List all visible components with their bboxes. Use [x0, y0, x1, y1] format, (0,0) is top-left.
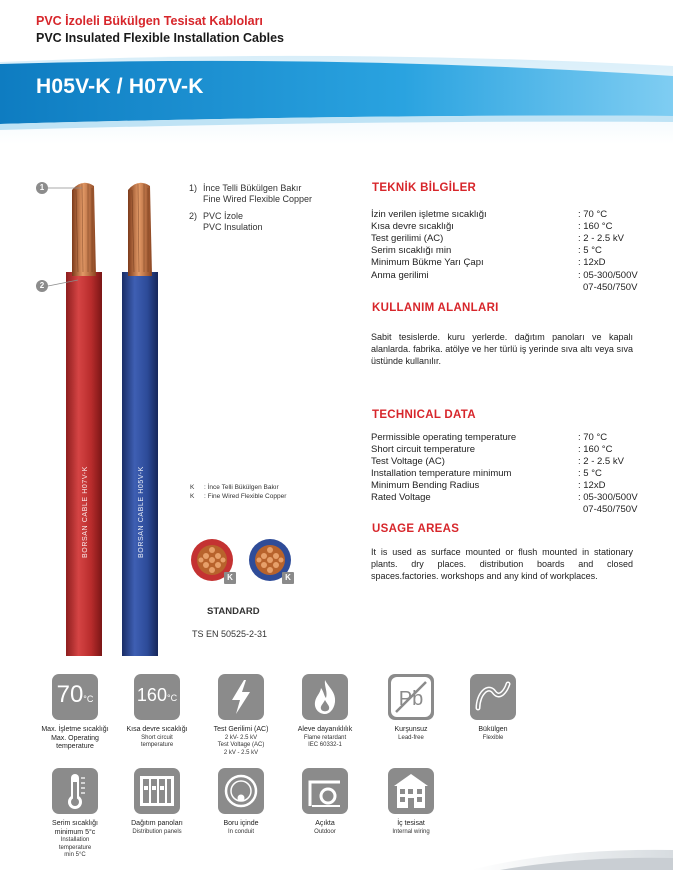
icon-sublabel: Distribution panels [132, 828, 182, 835]
spec-value: : 05-300/500V [578, 492, 638, 503]
flame-feature [297, 674, 353, 748]
k-key: K [190, 484, 195, 491]
k-text: : İnce Telli Bükülgen Bakır [204, 484, 279, 491]
icon-label: minimum 5°c [54, 828, 96, 836]
lead-free-feature [388, 674, 434, 741]
lead-free-icon [388, 674, 434, 720]
icon-label: Açıkta [315, 820, 335, 827]
spec-label: Anma gerilimi [371, 270, 429, 281]
building-icon [388, 768, 434, 814]
footer-swoosh [0, 820, 673, 870]
spec-value: : 12xD [578, 257, 606, 268]
thermometer-70-icon [52, 674, 98, 720]
spec-label: Minimum Bending Radius [371, 480, 480, 491]
spec-value: : 160 °C [578, 444, 613, 455]
legend-text: İnce Telli Bükülgen Bakır [203, 183, 302, 193]
icon-sublabel: temperature [140, 742, 174, 748]
spec-label: Test gerilimi (AC) [371, 233, 444, 244]
icon-sublabel: min 5°C [64, 852, 86, 858]
spec-label: Short circuit temperature [371, 444, 476, 455]
flame-icon [302, 674, 348, 720]
icon-label: Dağıtım panoları [131, 820, 183, 827]
internal-wiring-feature [388, 768, 434, 835]
icon-sublabel: Flame retardant [303, 734, 347, 741]
spec-value: : 05-300/500V [578, 270, 638, 281]
temp-70-feature [41, 674, 109, 750]
icon-sublabel: 2 kV - 2.5 kV [223, 749, 259, 756]
thermometer-icon [52, 768, 98, 814]
panels-feature [131, 768, 183, 835]
technical-title: TECHNICAL DATA [372, 409, 476, 421]
icon-label: temperature [56, 743, 94, 750]
header-title-en: PVC Insulated Flexible Installation Cables [36, 31, 284, 45]
spec-value: 07-450/750V [583, 282, 638, 293]
spec-value: 07-450/750V [583, 504, 638, 515]
usage-title: USAGE AREAS [372, 523, 460, 535]
spec-value: : 70 °C [578, 209, 608, 220]
spec-value: : 12xD [578, 480, 606, 491]
icon-sublabel: 2 kV- 2.5 kV [224, 734, 258, 741]
temp-70-unit: °C [83, 694, 94, 704]
icon-sublabel: Outdoor [314, 828, 336, 835]
icon-sublabel: Lead-free [398, 734, 424, 741]
spec-value: : 160 °C [578, 221, 613, 232]
icon-sublabel: temperature [58, 844, 92, 851]
callout-1: 1 [36, 182, 48, 194]
spec-label: Minimum Bükme Yarı Çapı [371, 257, 484, 268]
spec-label: Rated Voltage [371, 492, 431, 503]
red-cross-section [190, 538, 234, 582]
kullanim-text: Sabit tesislerde. kuru yerlerde. dağıtım panoları ve kapalı alanlarda. fabrika. atölye ve her türlü iş yerinde sıva altı veya sıva üstünde kullanılır. [371, 332, 633, 366]
icon-sublabel: Installation [60, 837, 90, 843]
lightning-bolt-icon [218, 674, 264, 720]
legend-num: 1) [189, 183, 198, 193]
icon-label: Bükülgen [478, 726, 508, 733]
temp-160-number: 160 [136, 685, 167, 705]
spec-label: Kısa devre sıcaklığı [371, 221, 454, 232]
spec-label: İzin verilen işletme sıcaklığı [371, 209, 487, 220]
icon-sublabel: Flexible [482, 734, 504, 741]
component-legend [189, 183, 312, 233]
icon-label: Boru içinde [223, 820, 259, 827]
usage-text: It is used as surface mounted or flush mounted in stationary plants. dry places. distribution boards and closed spaces.factories. workshops and any kind of workplaces. [371, 547, 633, 581]
test-voltage-feature [213, 674, 269, 756]
spec-label: Permissible operating temperature [371, 432, 517, 443]
spec-label: Installation temperature minimum [371, 468, 512, 479]
kullanim-title: KULLANIM ALANLARI [372, 302, 499, 314]
legend-text: Fine Wired Flexible Copper [203, 194, 313, 204]
flexible-feature [470, 674, 516, 741]
blue-cable-print: BORSAN CABLE H05V-K [138, 466, 145, 558]
header-title-tr: PVC İzoleli Bükülgen Tesisat Kabloları [36, 14, 263, 28]
blue-cross-section [248, 538, 292, 582]
short-circuit-160-icon [134, 674, 180, 720]
standard-label: STANDARD [207, 606, 260, 617]
icon-label: Max. İşletme sıcaklığı [41, 726, 109, 733]
icon-label: Max. Operating [51, 734, 99, 742]
legend-num: 2) [189, 211, 198, 221]
k-badge: K [224, 572, 236, 584]
red-cable-print: BORSAN CABLE H07V-K [82, 466, 89, 558]
legend-text: PVC Insulation [203, 222, 263, 232]
lead-free-symbol: Pb [398, 688, 424, 710]
outdoor-feature [302, 768, 348, 835]
icon-label: İç tesisat [397, 820, 425, 827]
spec-value: : 2 - 2.5 kV [578, 456, 624, 467]
icon-sublabel: In conduit [227, 828, 255, 835]
icon-label: Test Gerilimi (AC) [213, 726, 269, 733]
legend-text: PVC İzole [203, 211, 244, 221]
teknik-title: TEKNİK BİLGİLER [372, 182, 477, 194]
icon-sublabel: IEC 60332-1 [308, 742, 342, 748]
product-title: H05V-K / H07V-K [36, 75, 204, 98]
cable-illustration [30, 176, 170, 656]
conduit-icon [218, 768, 264, 814]
icon-sublabel: Short circuit [141, 734, 173, 741]
spec-value: : 70 °C [578, 432, 608, 443]
icon-label: Serim sıcaklığı [52, 820, 98, 827]
icon-sublabel: Internal wiring [392, 828, 430, 835]
spec-label: Test Voltage (AC) [371, 456, 445, 467]
k-badge: K [282, 572, 294, 584]
standard-value: TS EN 50525-2-31 [192, 629, 268, 639]
spec-label: Serim sıcaklığı min [371, 245, 452, 256]
outdoor-icon [302, 768, 348, 814]
temp-70-number: 70 [56, 681, 84, 708]
spec-value: : 2 - 2.5 kV [578, 233, 624, 244]
spec-value: : 5 °C [578, 468, 602, 479]
conduit-feature [218, 768, 264, 835]
k-text: : Fine Wired Flexible Copper [204, 493, 287, 500]
k-legend [190, 483, 286, 501]
spec-value: : 5 °C [578, 245, 602, 256]
icon-sublabel: Test Voltage (AC) [217, 742, 265, 748]
k-key: K [190, 493, 195, 500]
callout-2: 2 [36, 280, 48, 292]
temp-160-feature [126, 674, 188, 748]
install-temp-feature [52, 768, 98, 858]
icon-label: Kısa devre sıcaklığı [126, 726, 188, 733]
distribution-panel-icon [134, 768, 180, 814]
temp-160-unit: °C [166, 693, 178, 703]
icon-label: Aleve dayanıklılık [297, 726, 353, 733]
icon-label: Kurşunsuz [394, 726, 428, 733]
flexible-cable-icon [470, 674, 516, 720]
